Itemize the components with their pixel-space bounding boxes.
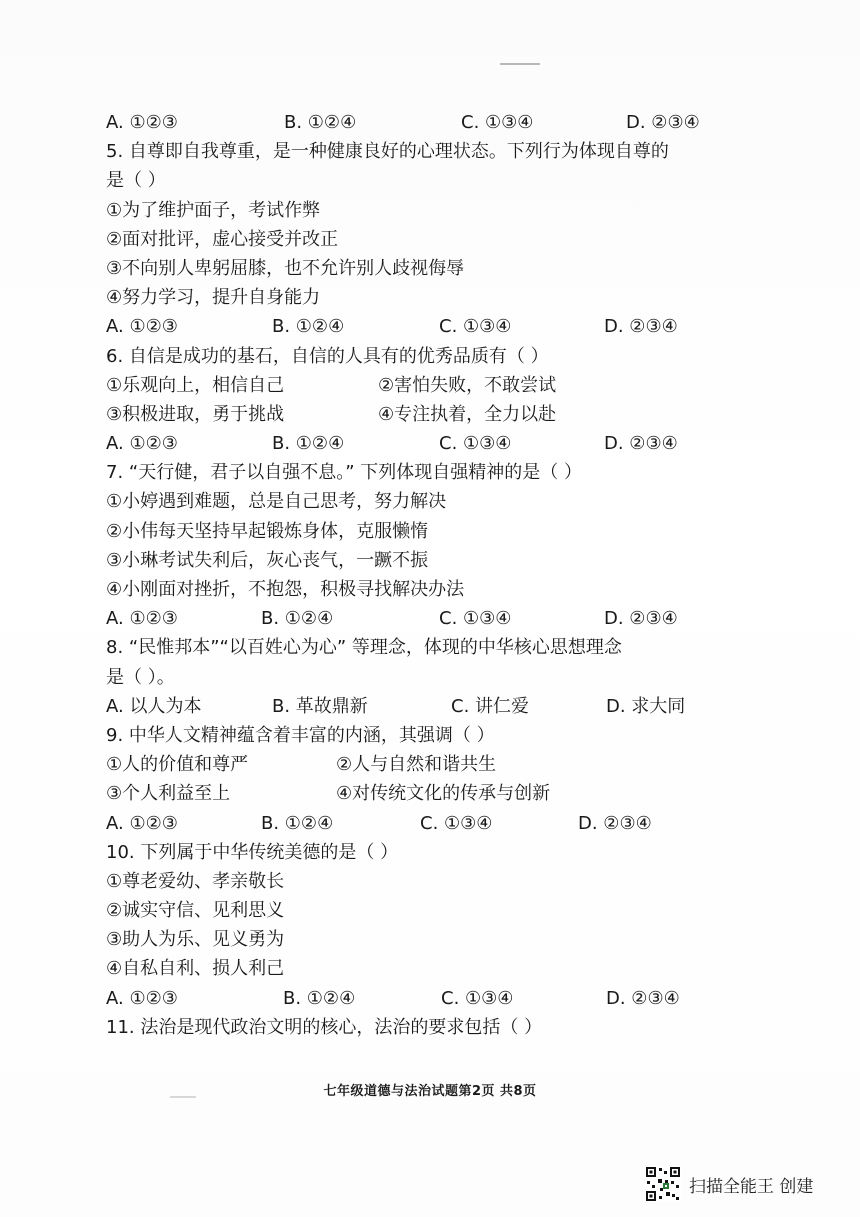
q5-item-4: ④努力学习，提升自身能力 [106,287,321,309]
watermark-text: 扫描全能王 创建 [689,1176,814,1197]
q9-item-1: ①人的价值和尊严 [106,754,249,776]
q10-options [106,984,736,1013]
q8-options [106,692,736,721]
option-b: B. ①②④ [283,987,356,1009]
option-b: B. ①②④ [284,112,357,133]
option-b: B. ①②④ [261,812,334,834]
exam-content [106,108,736,1042]
q10-item-4: ④自私自利、损人利己 [106,958,285,980]
option-c: C. ①③④ [439,608,512,630]
option-b: B. ①②④ [272,433,345,455]
q10-item-3: ③助人为乐、见义勇为 [106,929,285,951]
header-mark [500,63,540,65]
q5-options [106,312,736,341]
q6-options [106,429,736,458]
option-d: D. ②③④ [606,987,680,1009]
option-d: D. ②③④ [626,112,700,133]
q6-items-row1 [106,371,736,400]
q6-item-3: ③积极进取，勇于挑战 [106,403,285,425]
option-a: A. ①②③ [106,433,178,455]
qr-code-icon [645,1166,681,1202]
q10-item-1: ①尊老爱幼、孝亲敬长 [106,870,285,892]
option-d: D. ②③④ [604,608,678,630]
q6-items-row2 [106,400,736,429]
q9-items-row2 [106,779,736,808]
q5-item-2: ②面对批评，虚心接受并改正 [106,228,339,250]
prev-question-options [106,108,736,137]
q9-item-3: ③个人利益至上 [106,783,231,805]
q6-stem: 6. 自信是成功的基石，自信的人具有的优秀品质有（ ） [106,345,549,367]
q5-item-1: ①为了维护面子，考试作弊 [106,199,321,221]
page-footer: 七年级道德与法治试题第2页 共8页 [323,1084,537,1099]
q7-options [106,604,736,633]
q7-item-3: ③小琳考试失利后，灰心丧气，一蹶不振 [106,549,429,571]
option-d: D. 求大同 [606,695,686,717]
q9-options [106,809,736,838]
q9-stem: 9. 中华人文精神蕴含着丰富的内涵，其强调（ ） [106,724,495,746]
q7-item-4: ④小刚面对挫折，不抱怨，积极寻找解决办法 [106,579,465,600]
option-a: A. ①②③ [106,112,178,133]
option-a: A. ①②③ [106,608,178,630]
q11-stem: 11. 法治是现代政治文明的核心，法治的要求包括（ ） [106,1016,543,1038]
option-c: C. ①③④ [441,987,514,1009]
q10-item-2: ②诚实守信、见利思义 [106,900,285,922]
scanner-watermark [645,1164,813,1204]
q6-item-4: ④专注执着，全力以赴 [378,403,557,425]
option-b: B. 革故鼎新 [272,695,368,717]
q8-stem-line2: 是（ ）。 [106,666,175,688]
q8-stem-line1: 8. “民惟邦本”“以百姓心为心” 等理念，体现的中华核心思想理念 [106,637,622,659]
q7-item-2: ②小伟每天坚持早起锻炼身体，克服懒惰 [106,520,429,542]
q5-stem-line1: 5. 自尊即自我尊重，是一种健康良好的心理状态。下列行为体现自尊的 [106,141,669,163]
option-c: C. 讲仁爱 [451,695,530,717]
option-c: C. ①③④ [439,316,512,338]
q9-item-2: ②人与自然和谐共生 [336,754,497,776]
option-d: D. ②③④ [604,433,678,455]
q7-item-1: ①小婷遇到难题，总是自己思考，努力解决 [106,491,447,513]
option-c: C. ①③④ [461,112,534,133]
option-c: C. ①③④ [439,433,512,455]
option-a: A. ①②③ [106,987,178,1009]
option-c: C. ①③④ [420,812,493,834]
q6-item-2: ②害怕失败，不敢尝试 [378,374,557,396]
option-a: A. ①②③ [106,812,178,834]
option-a: A. ①②③ [106,316,178,338]
q7-stem: 7. “天行健，君子以自强不息。” 下列体现自强精神的是（ ） [106,462,582,484]
option-b: B. ①②④ [261,608,334,630]
q6-item-1: ①乐观向上，相信自己 [106,374,285,396]
option-d: D. ②③④ [604,316,678,338]
option-b: B. ①②④ [272,316,345,338]
q9-items-row1 [106,750,736,779]
q5-stem-line2: 是（ ） [106,170,166,192]
q5-item-3: ③不向别人卑躬屈膝，也不允许别人歧视侮辱 [106,257,465,279]
q9-item-4: ④对传统文化的传承与创新 [336,783,551,805]
q10-stem: 10. 下列属于中华传统美德的是（ ） [106,841,399,863]
option-d: D. ②③④ [578,812,652,834]
option-a: A. 以人为本 [106,695,202,717]
